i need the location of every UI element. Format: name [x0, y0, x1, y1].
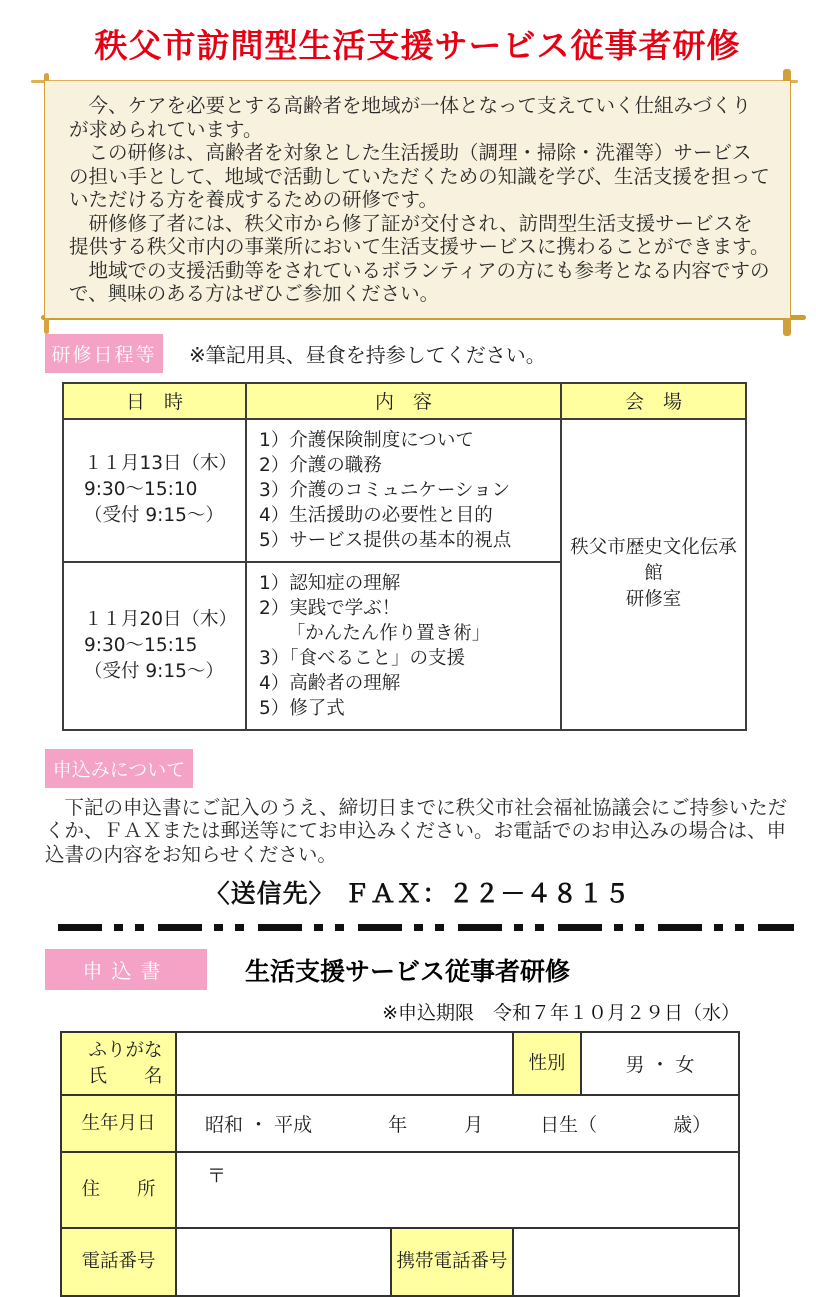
curriculum-item: 2）実践で学ぶ！: [259, 597, 401, 619]
datetime-line: 9:30～15:15: [84, 634, 198, 656]
venue-name: 秩父市歴史文化伝承館: [570, 537, 737, 584]
phone-input-cell: [176, 1228, 391, 1296]
schedule-header-content: 内 容: [246, 383, 561, 419]
schedule-header-venue: 会 場: [561, 383, 746, 419]
datetime-line: 9:30～15:10: [84, 479, 198, 500]
address-input-cell: 〒: [176, 1152, 739, 1228]
gender-label: 性別: [513, 1032, 581, 1095]
curriculum-item: 3）「食べること」の支援: [259, 647, 466, 669]
datetime-line: １１月13日（木）: [84, 453, 238, 474]
application-form-title: 生活支援サービス従事者研修: [245, 956, 571, 986]
intro-paragraph: 研修修了者には、秩父市から修了証が交付され、訪問型生活支援サービスを提供する秩父市内の事業所において生活支援サービスに携わることができます。: [69, 211, 770, 258]
form-row-address: [61, 1152, 739, 1228]
form-row-phone: [61, 1228, 739, 1296]
gender-options: 男 ・ 女: [581, 1032, 739, 1095]
day1-content: [246, 419, 561, 562]
address-label: 住 所: [61, 1152, 176, 1228]
schedule-table: [62, 382, 747, 731]
datetime-line: （受付 9:15～）: [84, 505, 224, 526]
application-form-table: [60, 1031, 740, 1297]
curriculum-item: 1）介護保険制度について: [259, 429, 474, 451]
name-label: 氏 名: [88, 1065, 163, 1087]
curriculum-item: 5）サービス提供の基本的視点: [259, 529, 512, 551]
mobile-phone-label: 携帯電話番号: [391, 1228, 513, 1296]
intro-paragraph: この研修は、高齢者を対象とした生活援助（調理・掃除・洗濯等）サービスの担い手として、地域で活動していただくための知識を学び、生活支援を担っていただける方を養成するための研修です。: [69, 141, 770, 211]
application-form-label: 申込書: [45, 949, 207, 990]
birthdate-label: 生年月日: [61, 1095, 176, 1152]
curriculum-item: 「かんたん作り置き術」: [259, 622, 491, 644]
flyer-page: [0, 20, 816, 1272]
application-info-label: 申込みについて: [45, 749, 193, 788]
curriculum-item: 1）認知症の理解: [259, 572, 401, 594]
name-input-cell: [176, 1032, 513, 1095]
fax-destination: 〈送信先〉 ＦＡＸ：２２－４８１５: [204, 879, 631, 908]
application-deadline: ※申込期限 令和７年１０月２９日（水）: [382, 1002, 740, 1024]
schedule-header-datetime: 日 時: [63, 383, 246, 419]
day2-content: [246, 562, 561, 730]
venue-cell: [561, 419, 746, 730]
datetime-line: （受付 9:15～）: [84, 660, 224, 682]
day1-datetime: [63, 419, 246, 562]
application-info-body: 下記の申込書にご記入のうえ、締切日までに秩父市社会福祉協議会にご持参いただくか、ＦＡＸまたは郵送等にてお申込みください。お電話でのお申込みの場合は、申込書の内容をお知らせください。: [45, 795, 788, 866]
intro-text: [45, 81, 790, 318]
phone-label: 電話番号: [61, 1228, 176, 1296]
mobile-phone-input-cell: [513, 1228, 739, 1296]
schedule-row-day1: [63, 419, 746, 562]
curriculum-item: 5）修了式: [259, 697, 345, 719]
application-info-section: [45, 749, 790, 911]
venue-room: 研修室: [625, 589, 682, 610]
schedule-section-label: 研修日程等: [45, 334, 163, 373]
datetime-line: １１月20日（木）: [84, 608, 238, 630]
intro-paragraph: 地域での支援活動等をされているボランティアの方にも参考となる内容ですので、興味のある方はぜひご参加ください。: [69, 258, 770, 305]
schedule-header-row: [63, 383, 746, 419]
birthdate-input-cell: 昭和 ・ 平成 年 月 日生（ 歳）: [176, 1095, 739, 1152]
schedule-section-header: [45, 334, 790, 373]
day2-datetime: [63, 562, 246, 730]
intro-box: [45, 81, 790, 318]
schedule-note: ※筆記用具、昼食を持参してください。: [189, 342, 546, 367]
furigana-label: ふりがな: [88, 1039, 163, 1061]
curriculum-item: 2）介護の職務: [259, 454, 382, 476]
form-row-name: [61, 1032, 739, 1095]
application-form-header: [45, 949, 790, 990]
intro-paragraph: 今、ケアを必要とする高齢者を地域が一体となって支えていく仕組みづくりが求められています。: [69, 94, 752, 141]
cut-line-divider: [58, 924, 794, 931]
curriculum-item: 3）介護のコミュニケーション: [259, 479, 511, 501]
form-row-birthdate: [61, 1095, 739, 1152]
page-title: 秩父市訪問型生活支援サービス従事者研修: [94, 26, 741, 65]
curriculum-item: 4）高齢者の理解: [259, 672, 401, 694]
name-field-label: [61, 1032, 176, 1095]
curriculum-item: 4）生活援助の必要性と目的: [259, 504, 493, 526]
